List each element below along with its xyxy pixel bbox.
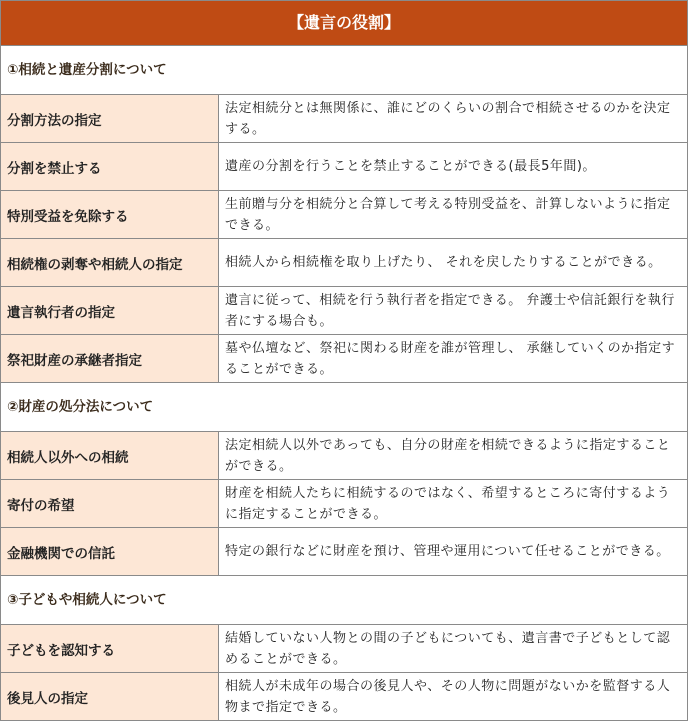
row-label: 金融機関での信託 — [1, 528, 219, 575]
table-row — [1, 480, 687, 528]
section-heading-children: ③子どもや相続人について — [1, 576, 687, 625]
table-row — [1, 239, 687, 287]
table-row — [1, 95, 687, 143]
row-description: 遺産の分割を行うことを禁止することができる(最長5年間)。 — [225, 159, 596, 174]
section-heading-inheritance: ①相続と遺産分割について — [1, 46, 687, 95]
table-title: 【遺言の役割】 — [1, 1, 687, 46]
row-label: 後見人の指定 — [1, 673, 219, 720]
row-description: 法定相続人以外であっても、自分の財産を相続できるように指定すること ができる。 — [225, 437, 671, 474]
row-description: 特定の銀行などに財産を預け、管理や運用について任せることができる。 — [225, 544, 670, 559]
table-row — [1, 287, 687, 335]
row-description: 相続人から相続権を取り上げたり、 それを戻したりすることができる。 — [225, 255, 662, 270]
table-row — [1, 673, 687, 720]
row-label: 相続人以外への相続 — [1, 432, 219, 479]
row-description: 墓や仏壇など、祭祀に関わる財産を誰が管理し、 承継していくのか指定することができる。 — [225, 340, 676, 377]
section-heading-disposal: ②財産の処分法について — [1, 383, 687, 432]
row-label: 特別受益を免除する — [1, 191, 219, 238]
table-row — [1, 143, 687, 191]
table-row — [1, 191, 687, 239]
row-description: 相続人が未成年の場合の後見人や、その人物に問題がないかを監督する人物まで指定できる。 — [225, 678, 671, 715]
table-row — [1, 528, 687, 576]
row-label: 祭祀財産の承継者指定 — [1, 335, 219, 382]
row-label: 寄付の希望 — [1, 480, 219, 527]
table-row — [1, 432, 687, 480]
row-label: 分割を禁止する — [1, 143, 219, 190]
row-label: 子どもを認知する — [1, 625, 219, 672]
row-label: 相続権の剥奪や相続人の指定 — [1, 239, 219, 286]
table-row — [1, 335, 687, 383]
row-description: 法定相続分とは無関係に、誰にどのくらいの割合で相続させるのかを決定する。 — [225, 100, 671, 137]
row-label: 遺言執行者の指定 — [1, 287, 219, 334]
row-label: 分割方法の指定 — [1, 95, 219, 142]
table-row — [1, 625, 687, 673]
row-description: 財産を相続人たちに相続するのではなく、希望するところに寄付するように指定することができる。 — [225, 485, 671, 522]
row-description: 結婚していない人物との間の子どもについても、遺言書で子どもとして認めることができる。 — [225, 630, 671, 667]
row-description: 遺言に従って、相続を行う執行者を指定できる。 弁護士や信託銀行を執行者にする場合も。 — [225, 292, 675, 329]
row-description: 生前贈与分を相続分と合算して考える特別受益を、計算しないように指定できる。 — [225, 196, 671, 233]
